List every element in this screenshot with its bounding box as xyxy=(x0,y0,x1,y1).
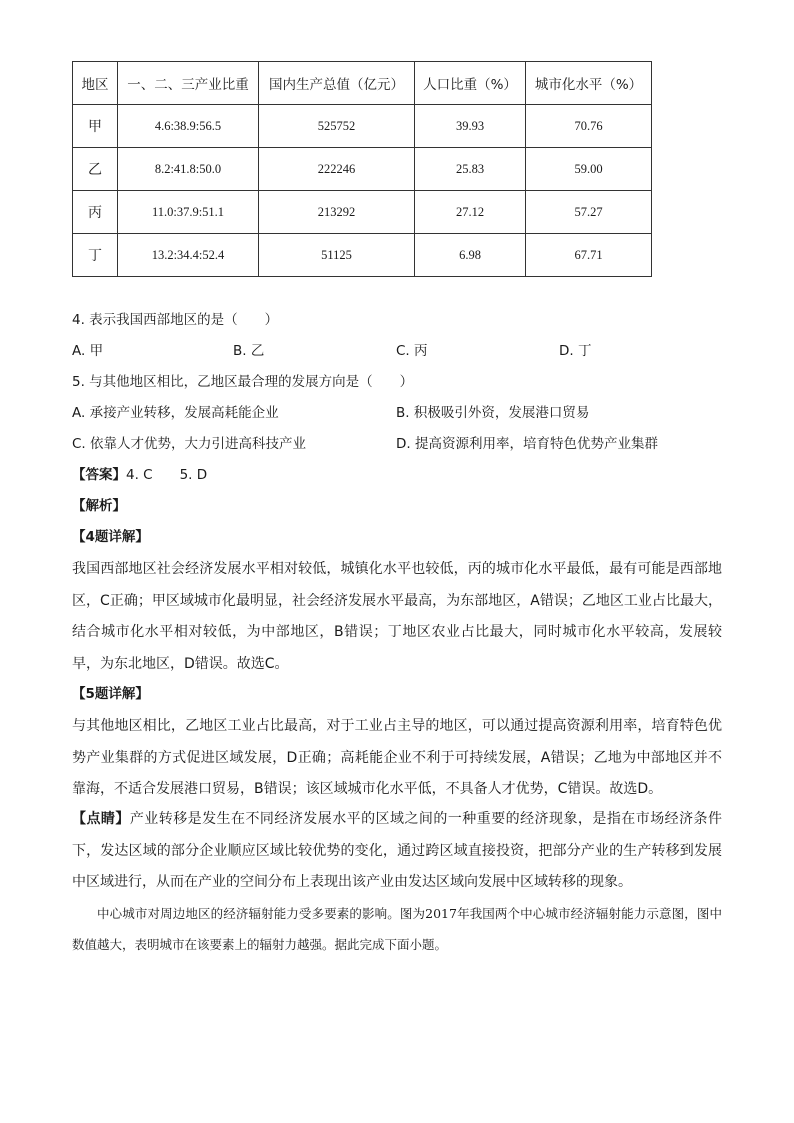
header-cell: 地区 xyxy=(73,62,118,105)
table-cell: 8.2:41.8:50.0 xyxy=(118,148,259,191)
table-row xyxy=(73,105,652,148)
table-cell: 213292 xyxy=(259,191,415,234)
table-cell: 39.93 xyxy=(415,105,526,148)
q5-option-d[interactable]: D. 提高资源利用率，培育特色优势产业集群 xyxy=(396,436,658,452)
header-cell: 一、二、三产业比重 xyxy=(118,62,259,105)
table-row xyxy=(73,234,652,277)
detail-4-heading: 【4题详解】 xyxy=(72,529,149,545)
question-4-stem: 4. 表示我国西部地区的是（ ） xyxy=(72,312,279,328)
q4-option-a[interactable]: A. 甲 xyxy=(72,343,104,359)
analysis-tag: 【解析】 xyxy=(72,498,126,514)
region-cell: 丙 xyxy=(73,191,118,234)
table-cell: 51125 xyxy=(259,234,415,277)
data-table xyxy=(72,61,652,277)
table-cell: 525752 xyxy=(259,105,415,148)
detail-5-paragraph xyxy=(72,711,722,806)
table-row xyxy=(73,148,652,191)
table-cell: 57.27 xyxy=(526,191,652,234)
q5-option-c[interactable]: C. 依靠人才优势，大力引进高科技产业 xyxy=(72,436,307,452)
answer-text: 4. C 5. D xyxy=(126,467,208,483)
answer-line xyxy=(72,465,207,485)
header-cell: 人口比重（%） xyxy=(415,62,526,105)
table-cell: 67.71 xyxy=(526,234,652,277)
table-cell: 13.2:34.4:52.4 xyxy=(118,234,259,277)
table-cell: 59.00 xyxy=(526,148,652,191)
table-cell: 25.83 xyxy=(415,148,526,191)
table-cell: 27.12 xyxy=(415,191,526,234)
question-5-stem: 5. 与其他地区相比，乙地区最合理的发展方向是（ ） xyxy=(72,374,414,390)
q4-option-c[interactable]: C. 丙 xyxy=(396,343,428,359)
table-row xyxy=(73,191,652,234)
tip-tag: 【点睛】 xyxy=(72,811,130,827)
header-cell: 国内生产总值（亿元） xyxy=(259,62,415,105)
table-cell: 11.0:37.9:51.1 xyxy=(118,191,259,234)
detail-4-paragraph xyxy=(72,554,722,680)
intro-text: 中心城市对周边地区的经济辐射能力受多要素的影响。图为2017年我国两个中心城市经济辐射能力示意图，图中数值越大，表明城市在该要素上的辐射力越强。据此完成下面小题。 xyxy=(72,906,722,952)
table-cell: 70.76 xyxy=(526,105,652,148)
tip-paragraph xyxy=(72,804,722,899)
detail-4-text: 我国西部地区社会经济发展水平相对较低，城镇化水平也较低，丙的城市化水平最低，最有可能是西部地区，C正确；甲区域城市化最明显，社会经济发展水平最高，为东部地区，A错误；乙地区工业占比最大，结合城市化水平相对较低，为中部地区，B错误；丁地区农业占比最大，同时城市化水平较高，发展较早，为东北地区，D错误。故选C。 xyxy=(72,561,722,672)
table-header-row xyxy=(73,62,652,105)
q4-option-b[interactable]: B. 乙 xyxy=(233,343,265,359)
detail-5-text: 与其他地区相比，乙地区工业占比最高，对于工业占主导的地区，可以通过提高资源利用率，培育特色优势产业集群的方式促进区域发展，D正确；高耗能企业不利于可持续发展，A错误；乙地为中部地区并不靠海，不适合发展港口贸易，B错误；该区域城市化水平低，不具备人才优势，C错误。故选D。 xyxy=(72,718,722,797)
q4-option-d[interactable]: D. 丁 xyxy=(559,343,592,359)
table-cell: 222246 xyxy=(259,148,415,191)
q5-option-b[interactable]: B. 积极吸引外资，发展港口贸易 xyxy=(396,405,590,421)
intro-paragraph xyxy=(72,898,722,960)
region-cell: 乙 xyxy=(73,148,118,191)
region-cell: 甲 xyxy=(73,105,118,148)
tip-text: 产业转移是发生在不同经济发展水平的区域之间的一种重要的经济现象，是指在市场经济条件下，发达区域的部分企业顺应区域比较优势的变化，通过跨区域直接投资，把部分产业的生产转移到发展中区域进行，从而在产业的空间分布上表现出该产业由发达区域向发展中区域转移的现象。 xyxy=(72,811,723,890)
detail-5-heading: 【5题详解】 xyxy=(72,686,149,702)
table-cell: 4.6:38.9:56.5 xyxy=(118,105,259,148)
answer-tag: 【答案】 xyxy=(72,467,126,483)
q5-option-a[interactable]: A. 承接产业转移，发展高耗能企业 xyxy=(72,405,279,421)
region-cell: 丁 xyxy=(73,234,118,277)
table-cell: 6.98 xyxy=(415,234,526,277)
header-cell: 城市化水平（%） xyxy=(526,62,652,105)
